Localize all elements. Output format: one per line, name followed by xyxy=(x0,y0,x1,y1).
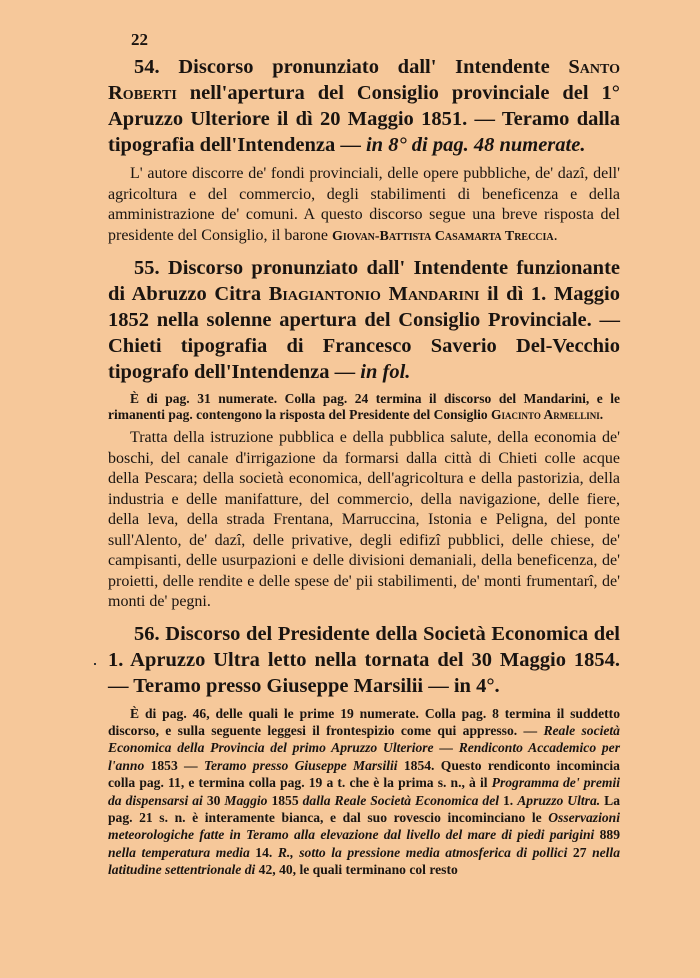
entry-55-heading: 55. Discorso pronunziato dall' Intendente funzionante di Abruzzo Citra Biagiantonio Mandarini il dì 1. Maggio 1852 nella solenne apertura del Consiglio Provinciale. — Chieti tipografia di Francesco Saverio Del-Vecchio tipografo dell'Intendenza — in fol. xyxy=(108,257,621,383)
entry-number: 54. xyxy=(134,56,160,78)
page-number: 22 xyxy=(131,30,148,49)
margin-mark xyxy=(94,663,96,665)
author-name: Biagiantonio Mandarini xyxy=(268,283,480,305)
entry-number: 55. xyxy=(134,257,160,279)
entry-54-heading: 54. Discorso pronunziato dall' Intendente Santo Roberti nell'apertura del Consiglio provinciale del 1° Apruzzo Ulteriore il dì 20 Maggio 1851. — Teramo dalla tipografia dell'Intendenza — in 8° di pag. 48 numerate. xyxy=(108,56,620,156)
entry-55-note: È di pag. 31 numerate. Colla pag. 24 termina il discorso del Mandarini, e le rimanenti pag. contengono la risposta del Presidente del Consiglio Giacinto Armellini. xyxy=(108,391,620,422)
entry-54-description: L' autore discorre de' fondi provinciali, delle opere pubbliche, de' dazî, dell' agricoltura e del commercio, degli stabilimenti di beneficenza e della amministrazione de' comuni. A questo discorso segue una breve risposta del presidente del Consiglio, il barone Giovan-Battista Casamarta Treccia. xyxy=(108,165,620,244)
person-name: Giacinto Armellini xyxy=(491,406,600,422)
person-name: Giovan-Battista Casamarta Treccia xyxy=(331,228,554,244)
author-name: Santo Roberti xyxy=(108,56,620,104)
entry-56-heading: 56. Discorso del Presidente della Società Economica del 1. Apruzzo Ultra letto nella tornata del 30 Maggio 1854. — Teramo presso Giuseppe Marsilii — in 4°. xyxy=(108,622,621,697)
entry-55-description: Tratta della istruzione pubblica e della pubblica salute, della economia de' boschi, del canale d'irrigazione da formarsi dalla città di Chieti colle acque della Pescara; della società economica, dell'agricoltura e della pastorizia, della industria e delle manifatture, del commercio, della navigazione, delle fiere, della leva, della strada Frentana, Marruccina, Istonia e Peligna, del ponte sull'Alento, de' dazî, delle privative, degli edifizî pubblici, delle chiese, de' campisanti, delle usurpazioni e delle divisioni demaniali, della beneficenza, de' proietti, delle rendite e delle spese de' pii stabilimenti, de' monti frumentarî, de' monti de' pegni. xyxy=(108,429,620,610)
entry-56-note: È di pag. 46, delle quali le prime 19 numerate. Colla pag. 8 termina il suddetto discorso, e sulla seguente leggesi il frontespizio come qui appresso. — Reale società Economica della Provincia del primo Apruzzo Ulteriore — Rendiconto Accademico per l'anno 1853 — Teramo presso Giuseppe Marsilii 1854. Questo rendiconto incomincia colla pag. 11, e termina colla pag. 19 a t. che è la prima s. n., à il Programma de' premii da dispensarsi ai 30 Maggio 1855 dalla Reale Società Economica del 1. Apruzzo Ultra. La pag. 21 s. n. è interamente bianca, e dal suo rovescio incominciano le Osservazioni meteorologiche fatte in Teramo alla elevazione dal livello del mare di piedi parigini 889 nella temperatura media 14. R., sotto la pressione media atmosferica di pollici 27 nella latitudine settentrionale di 42, 40, le quali terminano col resto xyxy=(108,705,621,878)
entry-number: 56. xyxy=(134,622,160,645)
